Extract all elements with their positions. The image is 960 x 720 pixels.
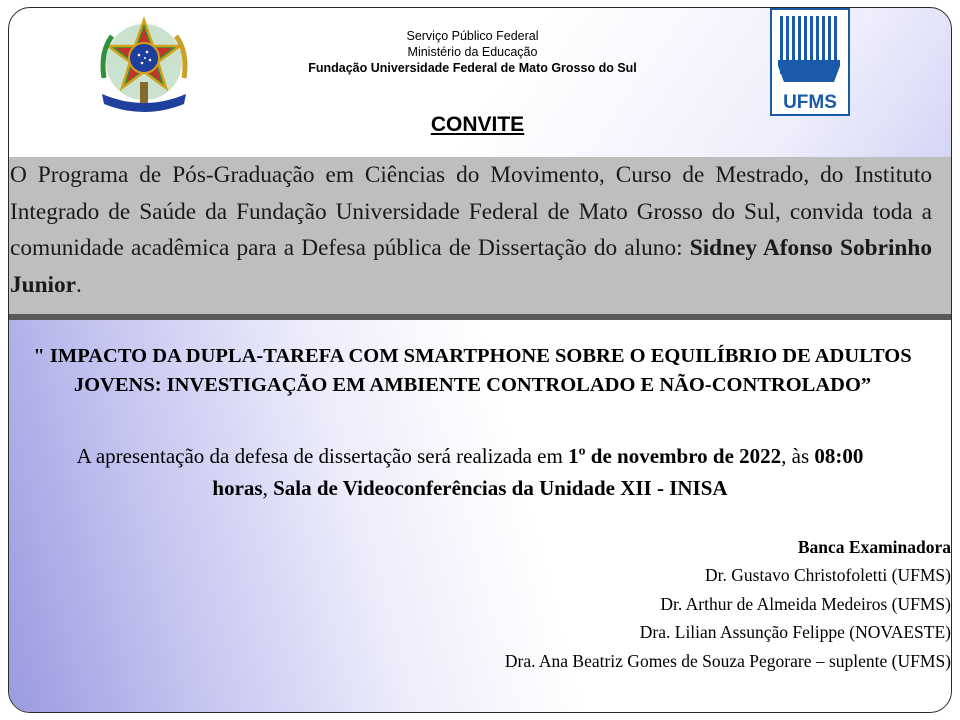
presentation-details: [55, 440, 885, 504]
divider-rule: [9, 314, 951, 320]
board-member: Dr. Gustavo Christofoletti (UFMS): [705, 565, 951, 586]
header-line-3: Fundação Universidade Federal de Mato Grosso do Sul: [308, 61, 637, 75]
header-line-1: Serviço Público Federal: [406, 29, 539, 43]
student-name: Sidney Afonso Sobrinho Junior: [10, 235, 932, 298]
board-member: Dra. Lilian Assunção Felippe (NOVAESTE): [639, 622, 951, 643]
ufms-logo-text: UFMS: [783, 92, 837, 113]
presentation-text-3: ,: [262, 476, 274, 500]
presentation-time: 08:00 horas: [212, 444, 864, 500]
presentation-venue: Sala de Videoconferências da Unidade XII - INISA: [273, 476, 728, 500]
board-member: Dr. Arthur de Almeida Medeiros (UFMS): [660, 593, 951, 614]
institution-header: [0, 28, 945, 76]
examination-board: [505, 533, 951, 675]
board-title: Banca Examinadora: [797, 537, 951, 557]
presentation-date: 1º de novembro de 2022: [568, 444, 782, 468]
thesis-title: " IMPACTO DA DUPLA-TAREFA COM SMARTPHONE SOBRE O EQUILÍBRIO DE ADULTOS JOVENS: INVESTIGAÇÃO EM AMBIENTE CONTROLADO E NÃO-CONTROLADO”: [33, 345, 912, 396]
presentation-text-1: A apresentação da defesa de dissertação será realizada em: [76, 444, 569, 468]
page-title: CONVITE: [430, 113, 525, 136]
board-member: Dra. Ana Beatriz Gomes de Souza Pegorare – suplente (UFMS): [504, 650, 951, 671]
presentation-text-2: , às: [781, 444, 815, 468]
intro-text: O Programa de Pós-Graduação em Ciências do Movimento, Curso de Mestrado, do Instituto Integrado de Saúde da Fundação Universidade Federal de Mato Grosso do Sul, convida toda a comunidade acadêmica para a Defesa pública de Dissertação do aluno:: [10, 162, 932, 261]
intro-paragraph: [10, 157, 932, 303]
header-line-2: Ministério da Educação: [407, 45, 538, 59]
intro-end: .: [76, 271, 82, 298]
